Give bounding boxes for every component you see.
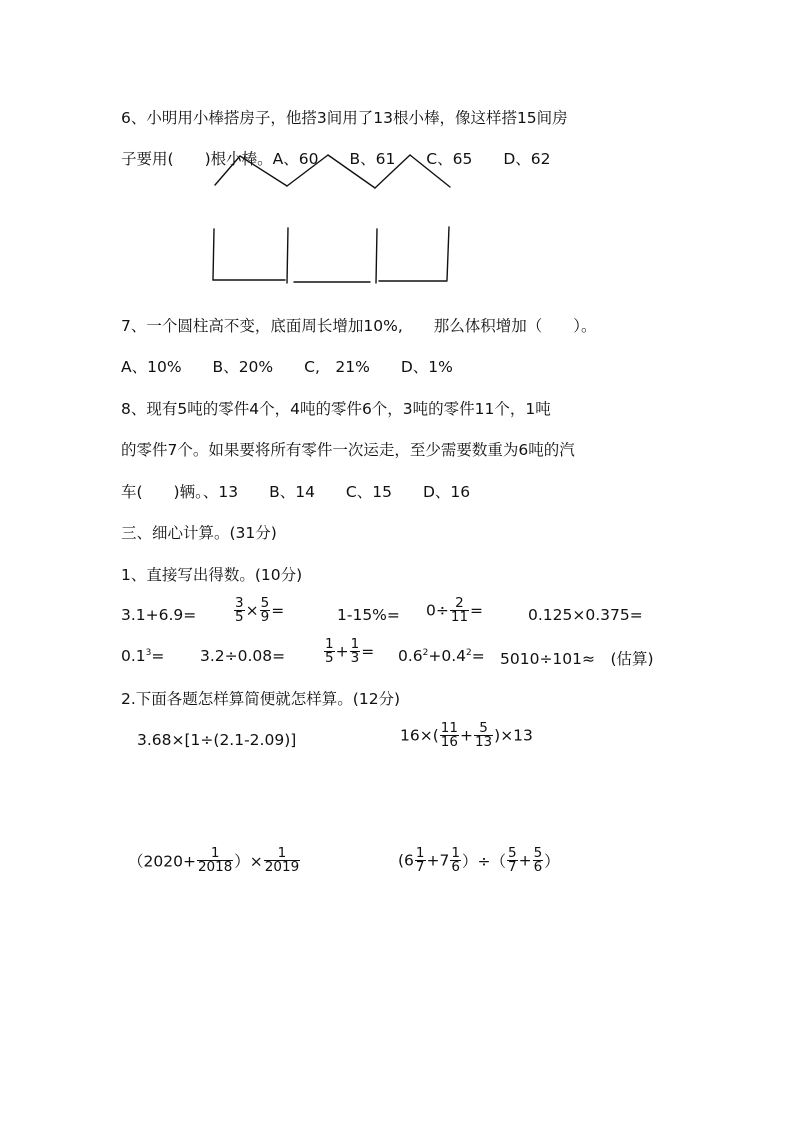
calc-r1-b: $\frac{3}{5}$ × $\frac{5}{9}$ = xyxy=(235,595,285,625)
q7-options: A、10% B、20% C, 21% D、1% xyxy=(121,358,453,376)
simplify-problem-3: （2020+ $\frac{1}{2018}$ ）× $\frac{1}{2019}$ xyxy=(128,845,300,875)
fraction: $\frac{1}{6}$ xyxy=(451,845,460,875)
fraction: $\frac{1}{5}$ xyxy=(325,636,334,666)
calc-r1-d: 0÷ $\frac{2}{11}$ = xyxy=(426,595,484,625)
q6-line1: 6、小明用小棒搭房子，他搭3间用了13根小棒，像这样搭15间房 xyxy=(121,109,568,127)
calc-r2-d: $0.6^2+0.4^2=$ xyxy=(398,647,485,665)
q7-line1: 7、一个圆柱高不变，底面周长增加10%, 那么体积增加（ ）。 xyxy=(121,317,597,335)
q8-line1: 8、现有5吨的零件4个，4吨的零件6个，3吨的零件11个，1吨 xyxy=(121,400,551,418)
q6-line2-prefix: 子要用( xyxy=(121,150,174,168)
simplify-problem-4: (6 $\frac{1}{7}$ +7 $\frac{1}{6}$ ）÷（ $\frac{5}{7}$ + $\frac{5}{6}$ ） xyxy=(398,845,560,875)
fraction: $\frac{3}{5}$ xyxy=(235,595,244,625)
fraction: $\frac{1}{7}$ xyxy=(415,845,425,875)
roof-stick xyxy=(215,156,240,185)
section3-title: 三、细心计算。(31分) xyxy=(121,524,277,542)
calc-r1-c: 1-15%= xyxy=(337,606,400,624)
fraction: $\frac{1}{2018}$ xyxy=(197,845,233,875)
q6-line2-suffix: )根小棒。A、60 B、61 C、65 D、62 xyxy=(204,150,551,168)
fraction: $\frac{2}{11}$ xyxy=(450,595,469,625)
q8-line2: 的零件7个。如果要将所有零件一次运走，至少需要数重为6吨的汽 xyxy=(121,441,575,459)
fraction: $\frac{5}{9}$ xyxy=(260,595,270,625)
simplify-problem-2: 16×( $\frac{11}{16}$ + $\frac{5}{13}$ )×13 xyxy=(400,720,533,750)
calc-r2-b: 3.2÷0.08= xyxy=(200,647,286,665)
roof-stick xyxy=(240,156,287,186)
q6-answer-blank xyxy=(174,150,205,168)
sub2-title: 2.下面各题怎样算简便就怎样算。(12分) xyxy=(121,690,401,708)
calc-r2-a: $0.1^3=$ xyxy=(121,647,165,665)
wall-stick xyxy=(287,228,288,283)
calc-r2-c: $\frac{1}{5}$ + $\frac{1}{3}$ = xyxy=(325,636,375,666)
fraction: $\frac{5}{6}$ xyxy=(533,845,543,875)
fraction: $\frac{1}{2019}$ xyxy=(264,845,300,875)
sub1-title: 1、直接写出得数。(10分) xyxy=(121,566,303,584)
roof-stick xyxy=(287,155,328,186)
wall-stick xyxy=(376,229,377,283)
roof-stick xyxy=(328,155,375,188)
roof-stick xyxy=(375,155,410,188)
q8-line3: 车( )辆。、13 B、14 C、15 D、16 xyxy=(121,483,471,501)
calc-r1-e: 0.125×0.375= xyxy=(528,606,643,624)
fraction: $\frac{11}{16}$ xyxy=(440,720,458,750)
fraction: $\frac{5}{13}$ xyxy=(474,720,493,750)
wall-stick xyxy=(213,229,214,280)
stick-house-diagram xyxy=(205,150,465,290)
roof-stick xyxy=(410,155,450,187)
fraction: $\frac{5}{7}$ xyxy=(507,845,517,875)
fraction: $\frac{1}{3}$ xyxy=(350,636,360,666)
calc-r2-e: 5010÷101≈ (估算) xyxy=(500,650,654,668)
calc-r1-a: 3.1+6.9= xyxy=(121,606,197,624)
simplify-problem-1: 3.68×[1÷(2.1-2.09)] xyxy=(137,731,297,749)
wall-stick xyxy=(447,227,449,280)
